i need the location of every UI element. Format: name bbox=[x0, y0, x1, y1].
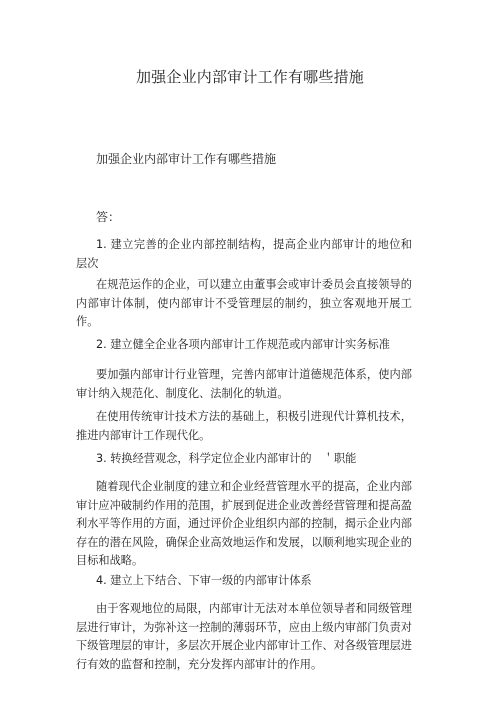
section-heading-1: 1. 建立完善的企业内部控制结构，提高企业内部审计的地位和层次 bbox=[76, 238, 412, 270]
document-subtitle: 加强企业内部审计工作有哪些措施 bbox=[96, 152, 277, 166]
section-heading-2: 2. 建立健全企业各项内部审计工作规范或内部审计实务标准 bbox=[96, 338, 390, 351]
section-paragraph-1: 在规范运作的企业，可以建立由董事会或审计委员会直接领导的内部审计体制，使内部审计不受管理层的制约，独立客观地开展工作。 bbox=[76, 278, 412, 328]
section-heading-4: 4. 建立上下结合、下审一级的内部审计体系 bbox=[96, 574, 312, 587]
section-paragraph-4: 随着现代企业制度的建立和企业经营管理水平的提高，企业内部审计应冲破制约作用的范围，扩展到促进企业改善经营管理和提高盈利水平等作用的方面，通过评价企业组织内部的控制，揭示企业内部存在的潜在风险，确保企业高效地运作和发展，以顺利地实现企业的目标和战略。 bbox=[76, 480, 412, 567]
section-heading-3: 3. 转换经营观念，科学定位企业内部审计的 ＇职能 bbox=[96, 452, 357, 465]
document-title: 加强企业内部审计工作有哪些措施 bbox=[135, 68, 364, 86]
section-paragraph-3: 在使用传统审计技术方法的基础上，积极引进现代计算机技术，推进内部审计工作现代化。 bbox=[76, 410, 412, 442]
section-paragraph-5: 由于客观地位的局限，内部审计无法对本单位领导者和同级管理层进行审计，为弥补这一控制的薄弱环节，应由上级内审部门负责对下级管理层的审计，多层次开展企业内部审计工作、对各级管理层进行有效的监督和控制，充分发挥内部审计的作用。 bbox=[76, 602, 412, 671]
answer-label: 答： bbox=[96, 210, 121, 224]
section-paragraph-2: 要加强内部审计行业管理，完善内部审计道德规范体系，使内部审计纳入规范化、制度化、法制化的轨道。 bbox=[76, 368, 412, 400]
